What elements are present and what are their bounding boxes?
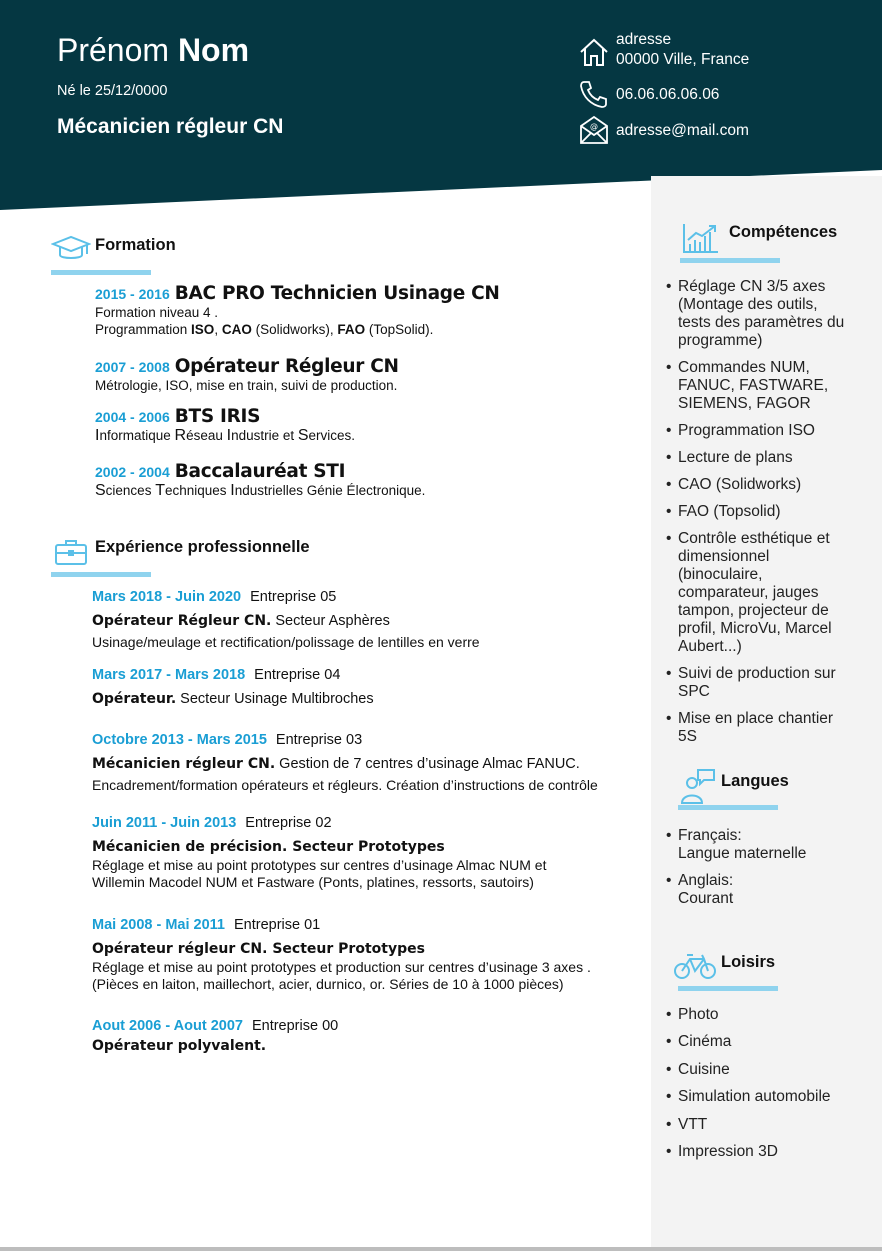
formation-desc: Métrologie, ISO, mise en train, suivi de production.	[95, 378, 398, 393]
experience-company: Entreprise 02	[245, 815, 332, 831]
experience-company: Entreprise 05	[250, 589, 337, 605]
formation-desc: Programmation ISO, CAO (Solidworks), FAO (TopSolid).	[95, 322, 434, 337]
competence-item: • Mise en place chantier 5S	[666, 710, 844, 746]
competence-item: • Suivi de production sur SPC	[666, 665, 844, 701]
chart-growth-icon	[682, 222, 720, 254]
formation-degree: Opérateur Régleur CN	[174, 356, 399, 377]
loisirs-title: Loisirs	[721, 953, 776, 971]
loisir-item: • Photo	[666, 1006, 831, 1024]
svg-text:@: @	[590, 122, 598, 131]
formation-item	[95, 283, 500, 338]
competence-item: • Lecture de plans	[666, 449, 844, 467]
loisir-item: • Simulation automobile	[666, 1088, 831, 1106]
briefcase-icon	[54, 538, 88, 566]
experience-item	[92, 1018, 652, 1054]
experience-date: Mars 2017 - Mars 2018	[92, 667, 246, 683]
formation-item	[95, 461, 425, 499]
birth-date: Né le 25/12/0000	[57, 83, 168, 99]
loisir-item: • Impression 3D	[666, 1143, 831, 1161]
email-icon	[578, 114, 610, 146]
experience-item	[92, 589, 652, 651]
bicycle-icon	[673, 952, 717, 980]
experience-item	[92, 667, 652, 707]
formation-degree: Baccalauréat STI	[174, 461, 346, 482]
competence-item: • Programmation ISO	[666, 422, 844, 440]
experience-title: Expérience professionnelle	[95, 538, 310, 556]
formation-item	[95, 356, 399, 394]
loisir-item: • Cinéma	[666, 1033, 831, 1051]
competence-item: • CAO (Solidworks)	[666, 476, 844, 494]
competence-item: • Réglage CN 3/5 axes (Montage des outils, tests des paramètres du programme)	[666, 278, 844, 350]
address-line1: adresse	[616, 31, 672, 48]
formation-years: 2015 - 2016	[95, 286, 170, 302]
address-line2: 00000 Ville, France	[616, 51, 750, 68]
experience-role: Opérateur. Secteur Usinage Multibroches	[92, 691, 374, 707]
page-bottom-line	[0, 1247, 882, 1251]
experience-role: Opérateur régleur CN. Secteur Prototypes	[92, 941, 425, 957]
formation-underline	[51, 270, 151, 275]
experience-desc: Usinage/meulage et rectification/polissage de lentilles en verre	[92, 634, 480, 650]
formation-desc: Informatique Réseau Industrie et Services.	[95, 427, 356, 444]
competences-underline	[680, 258, 780, 263]
graduation-cap-icon	[51, 234, 91, 266]
experience-item	[92, 815, 652, 891]
formation-desc: Formation niveau 4 .	[95, 305, 219, 320]
experience-underline	[51, 572, 151, 577]
experience-desc: Encadrement/formation opérateurs et régleurs. Création d’instructions de contrôle	[92, 777, 598, 793]
competences-list	[666, 278, 844, 755]
loisirs-list	[666, 1006, 831, 1170]
address	[616, 30, 749, 70]
experience-role: Opérateur Régleur CN. Secteur Asphères	[92, 613, 390, 629]
langues-list	[666, 827, 806, 917]
langues-underline	[678, 805, 778, 810]
experience-company: Entreprise 01	[234, 917, 321, 933]
experience-company: Entreprise 00	[251, 1018, 339, 1034]
formation-years: 2004 - 2006	[95, 409, 170, 425]
person-name: Prénom Nom	[57, 32, 250, 68]
competence-item: • Contrôle esthétique et dimensionnel (binoculaire, comparateur, jauges tampon, projecteur de profil, MicroVu, Marcel Aubert...)	[666, 530, 844, 656]
formation-desc: Sciences Techniques Industrielles Génie Électronique.	[95, 482, 426, 499]
experience-role: Mécanicien de précision. Secteur Prototypes	[92, 839, 445, 855]
home-icon	[578, 36, 610, 68]
loisirs-underline	[678, 986, 778, 991]
langues-title: Langues	[721, 772, 789, 790]
formation-item	[95, 406, 355, 444]
experience-date: Mai 2008 - Mai 2011	[92, 917, 225, 933]
experience-desc: Réglage et mise au point prototypes et production sur centres d’usinage 3 axes . (Pièces en laiton, maillechort, acier, durnico, or. Séries de 10 à 1000 pièces)	[92, 959, 591, 992]
loisir-item: • Cuisine	[666, 1061, 831, 1079]
formation-years: 2007 - 2008	[95, 359, 170, 375]
experience-item	[92, 917, 652, 993]
experience-company: Entreprise 03	[275, 732, 363, 748]
experience-date: Octobre 2013 - Mars 2015	[92, 732, 267, 748]
langue-item: • Anglais: Courant	[666, 872, 806, 908]
langue-item: • Français: Langue maternelle	[666, 827, 806, 863]
experience-company: Entreprise 04	[254, 667, 341, 683]
formation-degree: BAC PRO Technicien Usinage CN	[174, 283, 500, 304]
phone: 06.06.06.06.06	[616, 86, 720, 103]
loisir-item: • VTT	[666, 1116, 831, 1134]
email: adresse@mail.com	[616, 122, 749, 139]
experience-role: Opérateur polyvalent.	[92, 1038, 267, 1054]
job-title: Mécanicien régleur CN	[57, 115, 284, 138]
formation-degree: BTS IRIS	[174, 406, 261, 427]
experience-desc: Réglage et mise au point prototypes sur centres d’usinage Almac NUM et Willemin Macodel NUM et Fastware (Ponts, platines, ressorts, sautoirs)	[92, 857, 547, 890]
experience-date: Mars 2018 - Juin 2020	[92, 589, 242, 605]
experience-item	[92, 732, 652, 794]
formation-years: 2002 - 2004	[95, 464, 170, 480]
formation-title: Formation	[95, 236, 176, 254]
speaker-chat-icon	[680, 767, 716, 805]
experience-date: Juin 2011 - Juin 2013	[92, 815, 237, 831]
phone-icon	[578, 78, 610, 110]
experience-role: Mécanicien régleur CN. Gestion de 7 centres d’usinage Almac FANUC.	[92, 756, 580, 772]
competence-item: • Commandes NUM, FANUC, FASTWARE, SIEMENS, FAGOR	[666, 359, 844, 413]
competence-item: • FAO (Topsolid)	[666, 503, 844, 521]
experience-date: Aout 2006 - Aout 2007	[92, 1018, 243, 1034]
competences-title: Compétences	[729, 223, 838, 241]
